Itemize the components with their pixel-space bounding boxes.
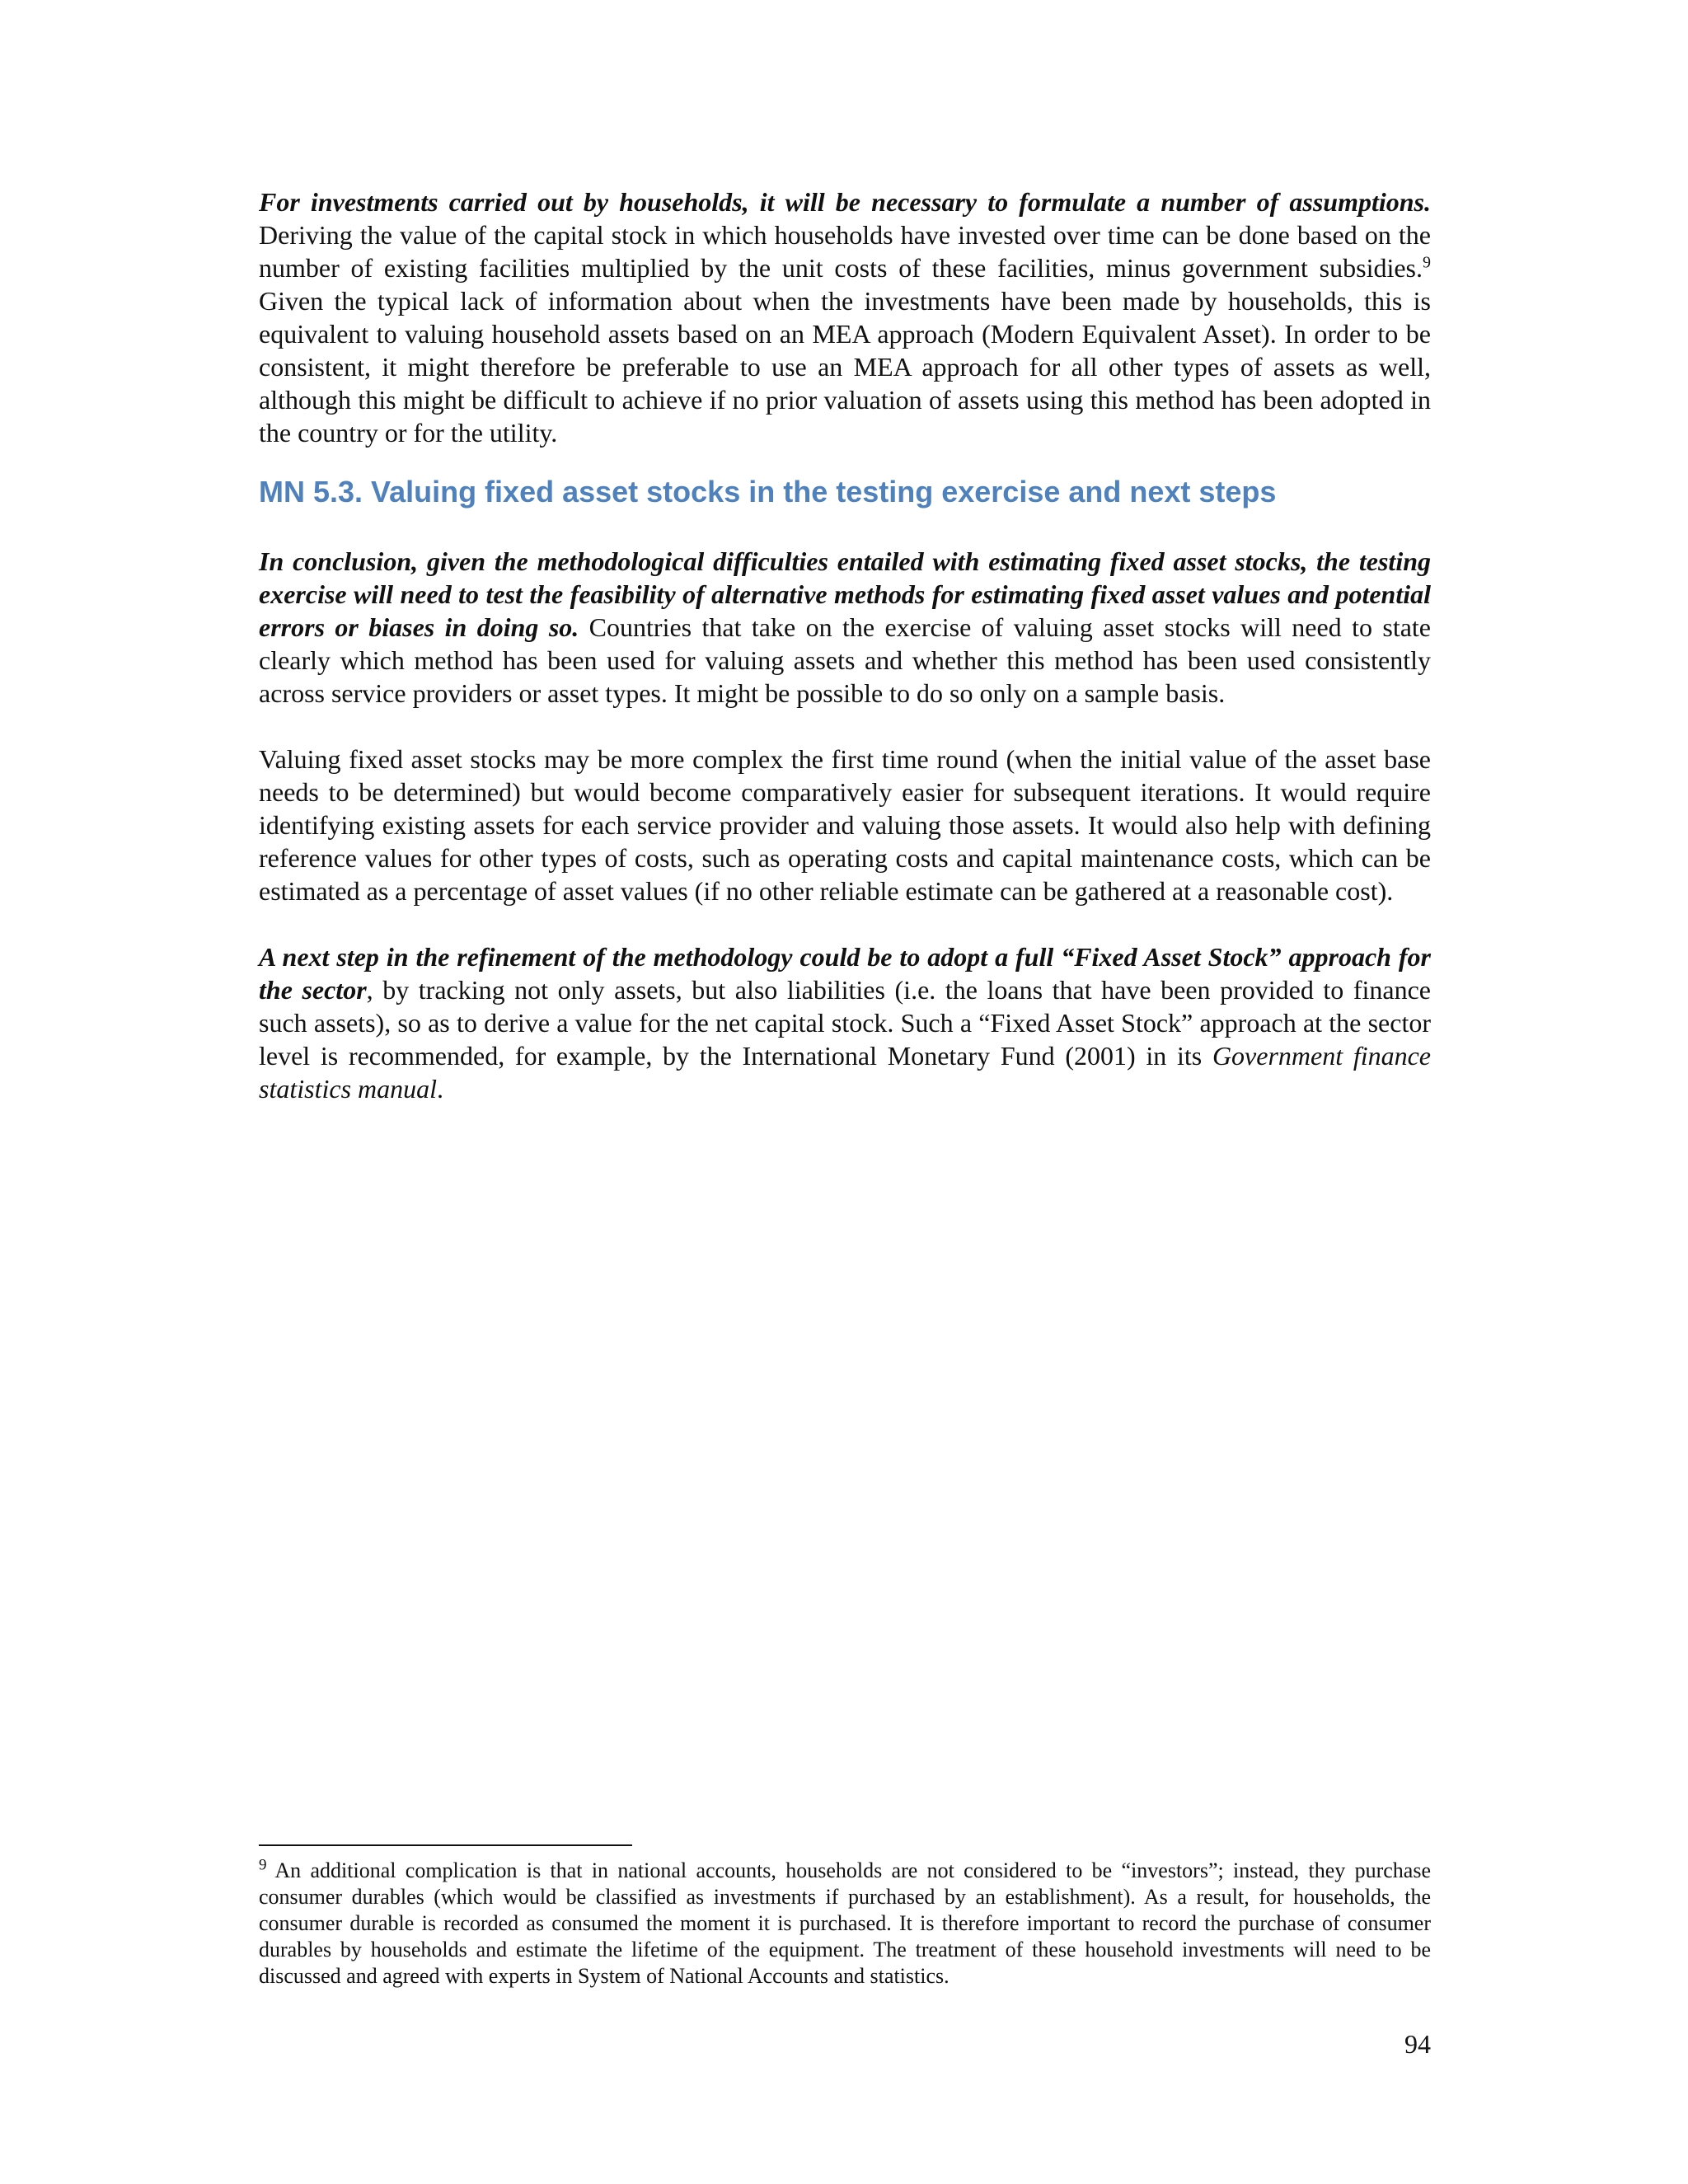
main-content: [259, 185, 1431, 1105]
paragraph-text: Deriving the value of the capital stock in which households have invested over time can be done based on the number of existing facilities multiplied by the unit costs of these facilities, minus government subsidies.: [259, 220, 1431, 283]
paragraph-lead-bold: A next step in the refinement of the methodology could be to adopt a full “Fixed Asset Stock” approach for the sector: [259, 942, 1431, 1005]
paragraph-valuing-complexity: [259, 743, 1431, 907]
paragraph-text-end: .: [437, 1074, 444, 1104]
footnote-number: 9: [259, 1856, 267, 1874]
paragraph-next-step: [259, 940, 1431, 1105]
paragraph-lead-bold: For investments carried out by households, it will be necessary to formulate a number of assumptions.: [259, 187, 1431, 217]
paragraph-conclusion: [259, 545, 1431, 710]
page-number: 94: [1404, 2029, 1431, 2059]
manual-title: Government finance statistics manual: [259, 1041, 1432, 1104]
paragraph-text: Countries that take on the exercise of valuing asset stocks will need to state clearly which method has been used for valuing assets and whether this method has been used consistently across service providers or asset types. It might be possible to do so only on a sample basis.: [259, 612, 1432, 708]
footnote-separator: [259, 1844, 632, 1846]
footnote-reference[interactable]: 9: [1423, 253, 1431, 272]
paragraph-lead-bold: In conclusion, given the methodological difficulties entailed with estimating fixed asset stocks, the testing exercise will need to test the feasibility of alternative methods for estimating fixed asset values and potential errors or biases in doing so.: [259, 546, 1431, 642]
footnote-text: An additional complication is that in national accounts, households are not considered to be “investors”; instead, they purchase consumer durables (which would be classified as investments if purchased by an establishment). As a result, for households, the consumer durable is recorded as consumed the moment it is purchased. It is therefore important to record the purchase of consumer durables by households and estimate the lifetime of the equipment. The treatment of these household investments will need to be discussed and agreed with experts in System of National Accounts and statistics.: [259, 1858, 1431, 1988]
paragraph-household-investments: [259, 185, 1431, 449]
section-heading: MN 5.3. Valuing fixed asset stocks in the testing exercise and next steps: [259, 475, 1277, 509]
paragraph-text: Given the typical lack of information about when the investments have been made by households, this is equivalent to valuing household assets based on an MEA approach (Modern Equivalent Asset). In order to be consistent, it might therefore be preferable to use an MEA approach for all other types of assets as well, although this might be difficult to achieve if no prior valuation of assets using this method has been adopted in the country or for the utility.: [259, 286, 1431, 448]
footnote: [259, 1858, 1431, 1990]
paragraph-text: Valuing fixed asset stocks may be more complex the first time round (when the initial value of the asset base needs to be determined) but would become comparatively easier for subsequent iterations. It would require identifying existing assets for each service provider and valuing those assets. It would also help with defining reference values for other types of costs, such as operating costs and capital maintenance costs, which can be estimated as a percentage of asset values (if no other reliable estimate can be gathered at a reasonable cost).: [259, 744, 1431, 906]
paragraph-text: , by tracking not only assets, but also liabilities (i.e. the loans that have been provided to finance such assets), so as to derive a value for the net capital stock. Such a “Fixed Asset Stock” approach at the sector level is recommended, for example, by the International Monetary Fund (2001) in its: [259, 975, 1432, 1071]
